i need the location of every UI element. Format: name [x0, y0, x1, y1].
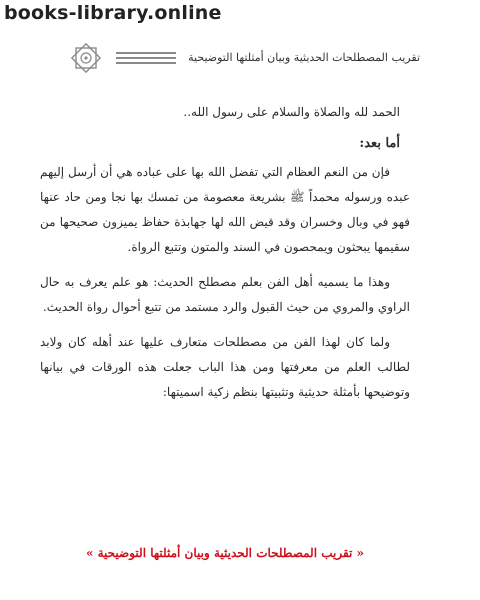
paragraph: فإن من النعم العظام التي تفضل الله بها على عباده هي أن أرسل إليهم عبده ورسوله محمداً ﷺ بشريعة معصومة من تمسك بها نجا ومن حاد عنها فهو في وبال وخسران وقد قيض الله لها جهابذة حفاظ يميزون صحيحها من سقيمها يبحثون ويمحصون في السند والمتون وتتبع الرواة. [40, 165, 410, 254]
header-rule [116, 57, 176, 59]
opening-line: الحمد لله والصلاة والسلام على رسول الله.. [183, 105, 400, 119]
page-body [40, 100, 410, 415]
paragraph: وهذا ما يسميه أهل الفن بعلم مصطلح الحديث: هو علم يعرف به حال الراوي والمروي من حيث القبول والرد مستمد من تتبع أحوال رواة الحديث. [40, 275, 410, 314]
page-header [60, 42, 420, 82]
paragraph: ولما كان لهذا الفن من مصطلحات متعارف عليها عند أهله كان ولابد لطالب العلم من معرفتها ومن هذا الباب جعلت هذه الورقات في بيانها وتوضيحها بأمثلة حديثية وتثبيتها بنظم زكية اسميتها: [40, 335, 410, 399]
header-rule [116, 62, 176, 64]
octagram-ornament-icon [70, 42, 102, 74]
header-rule [116, 52, 176, 54]
running-header-title: تقريب المصطلحات الحديثية وبيان أمثلتها التوضيحية [188, 51, 420, 64]
watermark: books-library.online [4, 2, 222, 24]
book-title-highlight: « تقريب المصطلحات الحديثية وبيان أمثلتها التوضيحية » [85, 546, 365, 560]
amma-baad-heading: أما بعد: [359, 136, 400, 151]
